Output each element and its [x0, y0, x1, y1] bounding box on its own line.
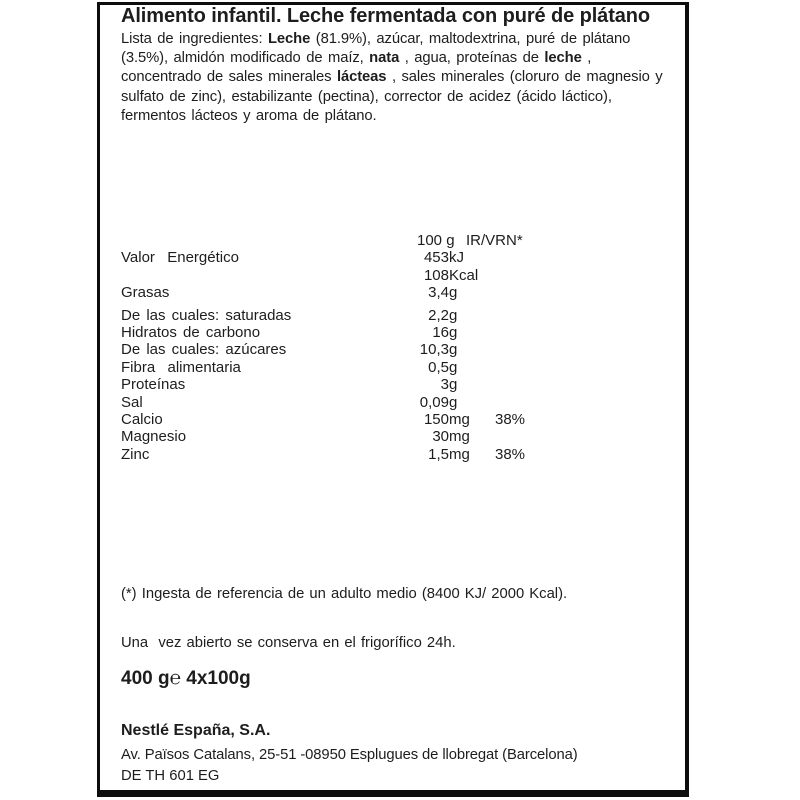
nutrient-ri-percent — [495, 394, 661, 411]
nutrient-name: Magnesio — [121, 428, 187, 446]
storage-instructions: Una vez abierto se conserva en el frigorífico 24h. — [121, 635, 456, 651]
nutrition-table — [121, 232, 661, 463]
nutrient-unit: g — [449, 341, 458, 359]
ingredient-emphasized: nata — [369, 50, 400, 67]
nutrient-value: 3,4 — [428, 284, 449, 302]
nutrient-ri-percent — [495, 284, 661, 301]
nutrient-name: Hidratos de carbono — [121, 323, 261, 341]
nutrition-table-header — [121, 232, 661, 249]
nutrient-name: Zinc — [121, 445, 150, 463]
nutrition-row — [121, 249, 661, 266]
nutrient-ri-percent — [495, 307, 661, 324]
nutrient-unit: Kcal — [449, 266, 479, 284]
ingredients-line — [121, 30, 663, 49]
nutrient-value: 0,5 — [428, 358, 449, 376]
nutrient-ri-percent — [495, 359, 661, 376]
product-title: Alimento infantil. Leche fermentada con puré de plátano — [121, 5, 651, 27]
product-label-panel — [97, 2, 689, 797]
nutrition-row — [121, 359, 661, 376]
nutrient-ri-percent: 38% — [495, 410, 526, 428]
nutrient-name: Proteínas — [121, 376, 186, 394]
nutrient-ri-percent — [495, 324, 661, 341]
nutrient-unit: g — [449, 306, 458, 324]
ingredients-line — [121, 88, 663, 107]
ingredient-text: , sales minerales (cloruro de magnesio y — [386, 69, 663, 86]
ingredient-text: sulfato de zinc), estabilizante (pectina), corrector de acidez (ácido láctico), — [121, 88, 612, 105]
manufacturer-address: Av. Països Catalans, 25-51 -08950 Esplugues de llobregat (Barcelona) — [121, 747, 578, 763]
nutrient-value: 453 — [423, 249, 449, 267]
ingredient-emphasized: lácteas — [336, 69, 387, 86]
nutrient-unit: kJ — [449, 249, 464, 267]
nutrient-unit: g — [449, 376, 458, 394]
nutrient-name: De las cuales: saturadas — [121, 306, 292, 324]
nutrient-value: 16 — [432, 323, 449, 341]
nutrient-ri-percent: 38% — [495, 445, 526, 463]
nutrition-row — [121, 341, 661, 358]
nutrient-ri-percent — [495, 341, 661, 358]
nutrient-name: Calcio — [121, 410, 163, 428]
nutrient-value: 2,2 — [428, 306, 449, 324]
nutrient-unit: mg — [449, 445, 470, 463]
nutrient-name — [121, 267, 381, 284]
nutrient-value: 30 — [432, 428, 449, 446]
nutrient-value: 3 — [440, 376, 449, 394]
nutrient-name: Grasas — [121, 284, 170, 302]
nutrient-value: 10,3 — [419, 341, 449, 359]
nutrition-row — [121, 324, 661, 341]
nutrient-ri-percent — [495, 249, 661, 266]
ingredients-paragraph — [121, 30, 663, 126]
nutrition-amount-column-header: 100 g — [417, 232, 455, 249]
ingredient-text: Lista de ingredientes: — [121, 31, 268, 47]
nutrient-ri-percent — [495, 267, 661, 284]
nutrition-row — [121, 446, 661, 463]
nutrient-name: Fibra alimentaria — [121, 358, 241, 376]
manufacturer-name: Nestlé España, S.A. — [121, 722, 271, 739]
nutrition-reference-column-header: IR/VRN* — [466, 232, 523, 249]
ingredient-text: , — [581, 50, 592, 67]
nutrient-unit: mg — [449, 410, 470, 428]
ingredient-text: (3.5%), almidón modificado de maíz, — [121, 50, 370, 67]
ingredient-emphasized: Leche — [267, 31, 311, 47]
nutrient-ri-percent — [495, 428, 661, 445]
nutrient-value: 1,5 — [428, 445, 449, 463]
nutrient-unit: g — [449, 323, 458, 341]
ingredient-text: concentrado de sales minerales — [121, 69, 337, 86]
nutrition-row — [121, 411, 661, 428]
nutrient-value: 150 — [423, 410, 449, 428]
ingredient-text: , agua, proteínas de — [399, 50, 545, 67]
net-weight: 400 g℮ 4x100g — [121, 668, 251, 689]
nutrition-row — [121, 376, 661, 393]
ingredients-line — [121, 107, 663, 126]
nutrient-unit: mg — [449, 428, 470, 446]
nutrient-name: Valor Energético — [121, 249, 239, 267]
nutrition-row — [121, 307, 661, 324]
nutrition-row — [121, 428, 661, 445]
nutrient-ri-percent — [495, 376, 661, 393]
nutrient-name: De las cuales: azúcares — [121, 341, 287, 359]
ingredients-line — [121, 68, 663, 87]
ingredients-line — [121, 49, 663, 68]
nutrition-row — [121, 284, 661, 301]
manufacturer-code: DE TH 601 EG — [121, 768, 220, 784]
reference-intake-footnote: (*) Ingesta de referencia de un adulto medio (8400 KJ/ 2000 Kcal). — [121, 586, 568, 602]
nutrition-row — [121, 394, 661, 411]
nutrition-row — [121, 267, 661, 284]
nutrient-unit: g — [449, 358, 458, 376]
nutrient-value: 108 — [423, 266, 449, 284]
ingredient-text: fermentos lácteos y aroma de plátano. — [121, 107, 377, 124]
nutrient-unit: g — [449, 393, 458, 411]
ingredient-text: (81.9%), azúcar, maltodextrina, puré de plátano — [310, 31, 631, 47]
nutrient-unit: g — [449, 284, 458, 302]
ingredient-emphasized: leche — [544, 50, 582, 67]
nutrient-name: Sal — [121, 393, 143, 411]
nutrient-value: 0,09 — [419, 393, 449, 411]
